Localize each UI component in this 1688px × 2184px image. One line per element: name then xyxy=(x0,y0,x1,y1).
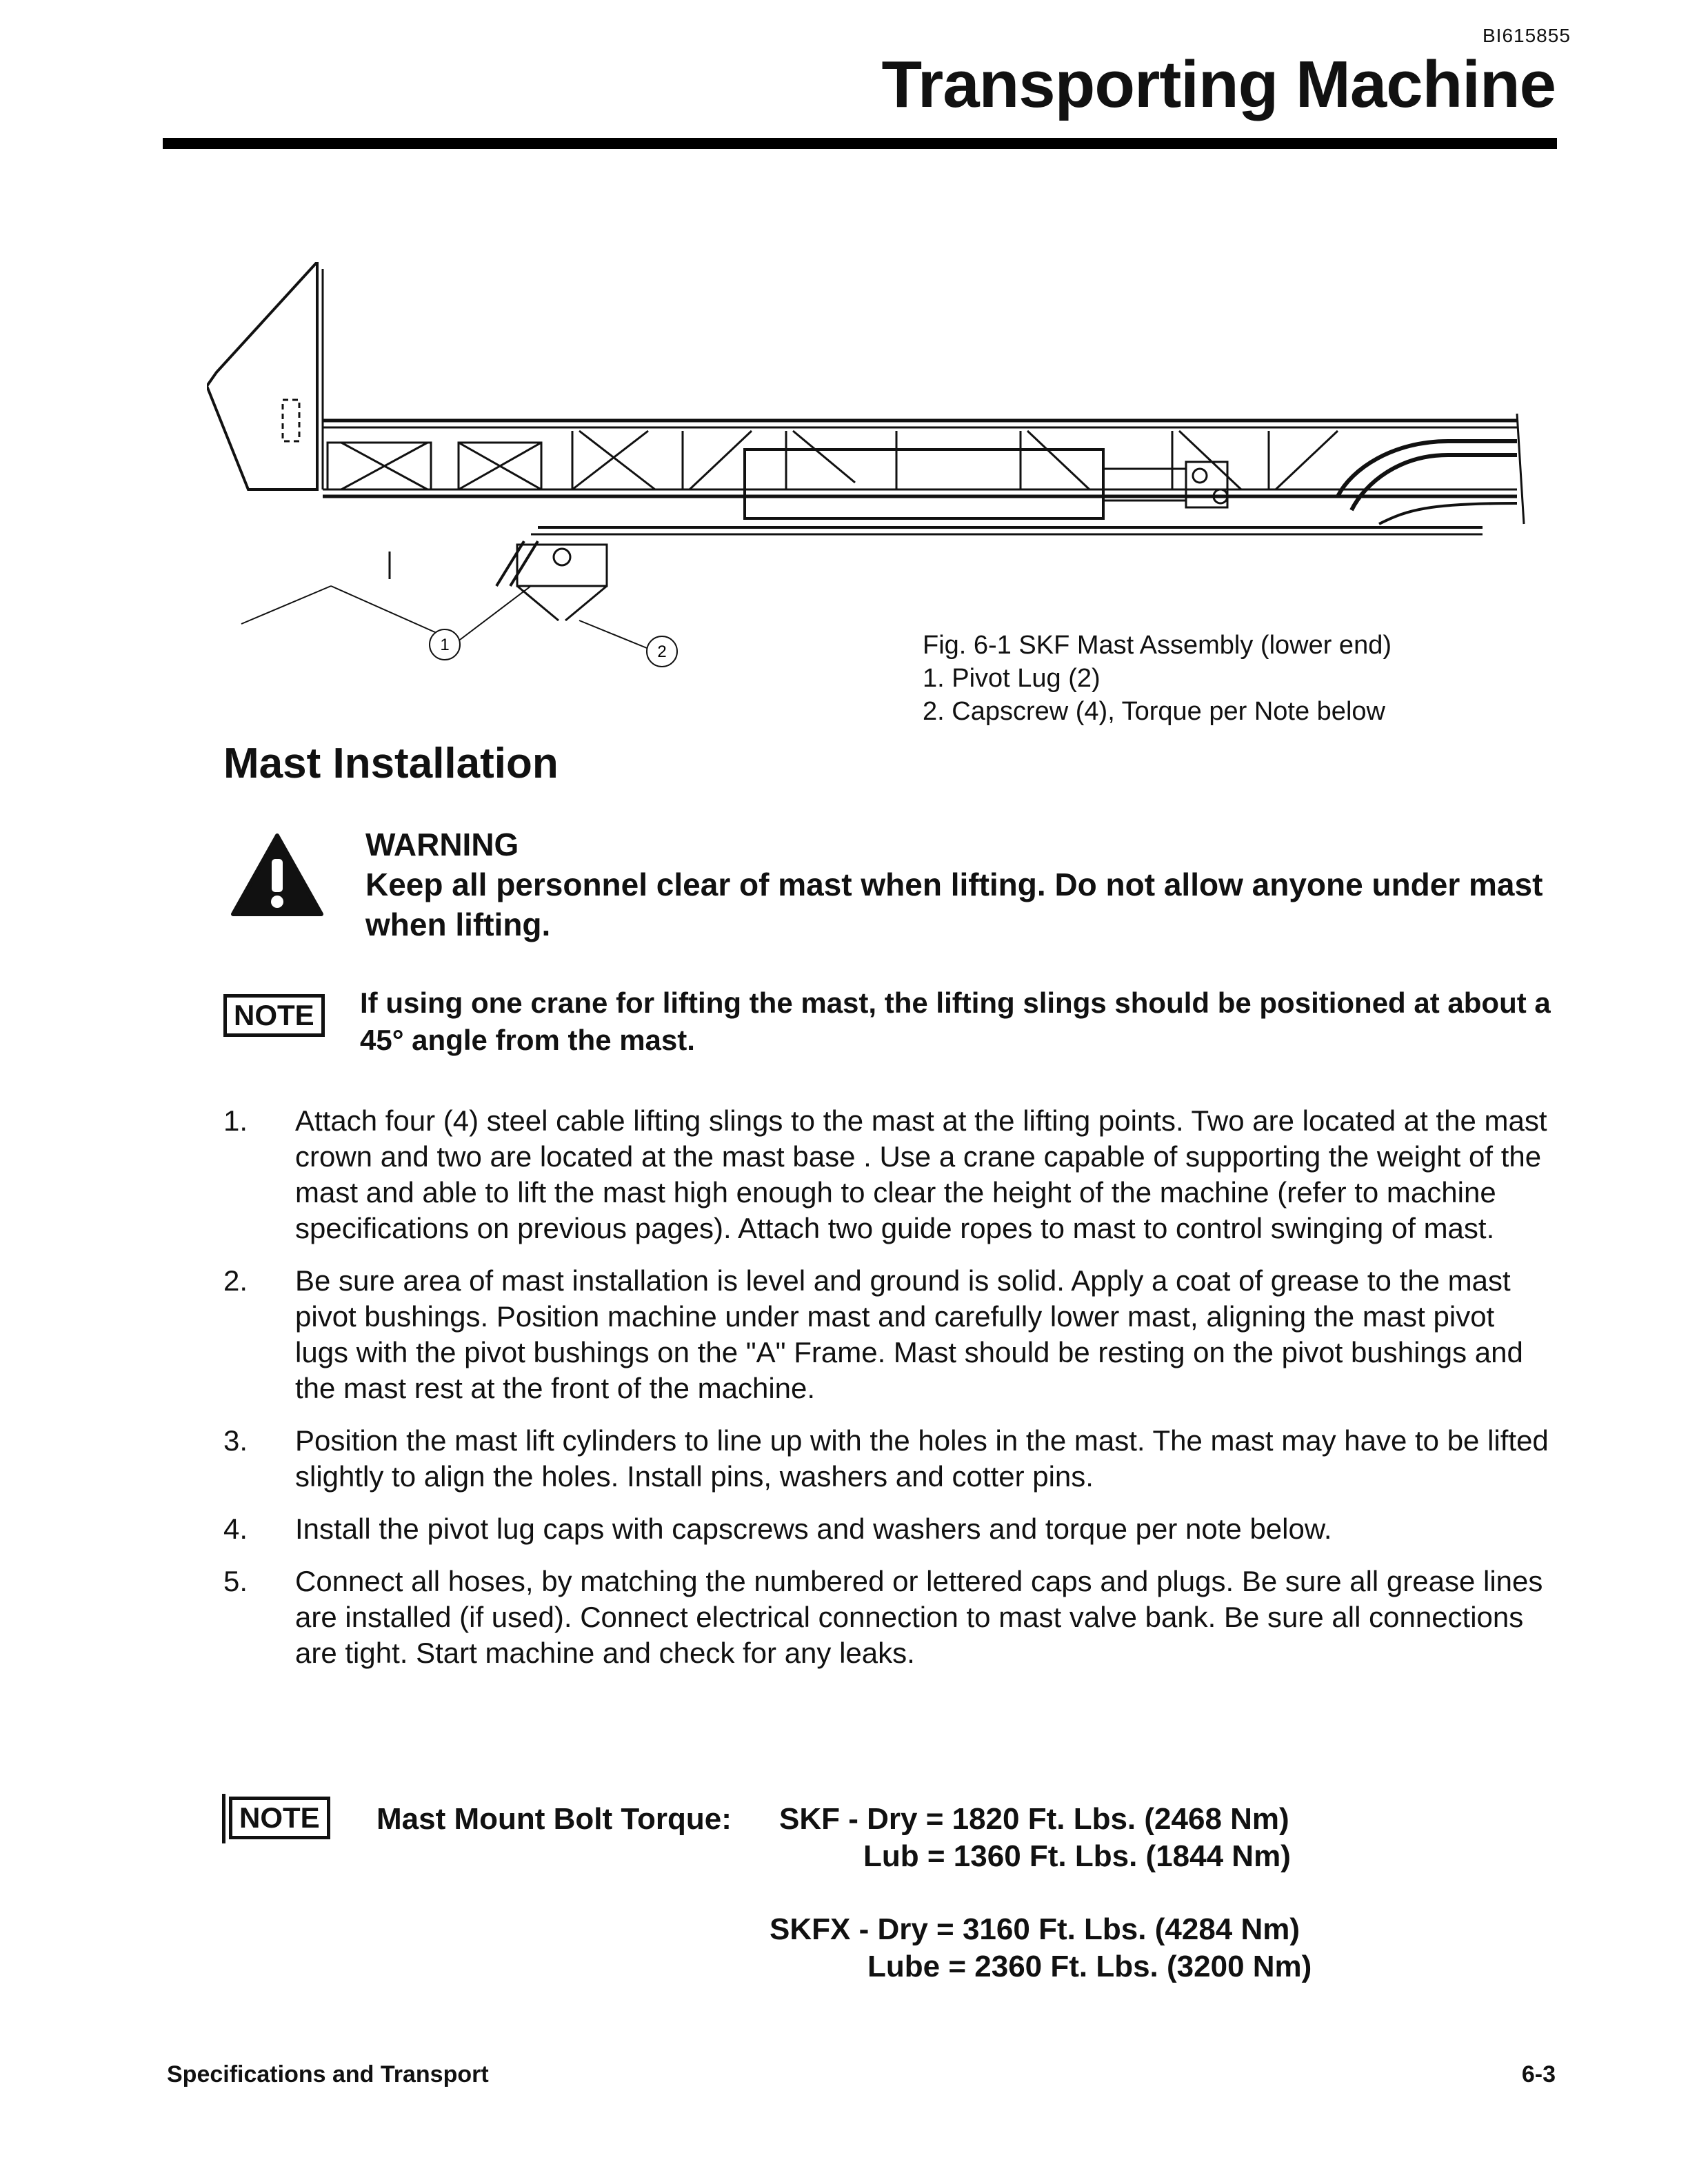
figure-caption xyxy=(923,629,1391,728)
document-id: BI615855 xyxy=(1483,25,1571,46)
step-number: 4. xyxy=(223,1513,248,1545)
warning-triangle-icon xyxy=(230,833,324,917)
footer-section-name: Specifications and Transport xyxy=(167,2061,489,2087)
caption-item: 2. Capscrew (4), Torque per Note below xyxy=(923,697,1385,726)
note-label: NOTE xyxy=(229,1797,330,1839)
warning-block xyxy=(365,825,1551,944)
title-rule xyxy=(163,138,1557,149)
svg-text:2: 2 xyxy=(657,643,667,661)
callout-2 xyxy=(647,636,677,667)
torque-skf-dry: SKF - Dry = 1820 Ft. Lbs. (2468 Nm) xyxy=(779,1802,1289,1836)
step-text: Connect all hoses, by matching the numbered or lettered caps and plugs. Be sure all grease lines are installed (if used). Connect electrical connection to mast valve bank. Be sure all connections are tight. Start machine and check for any leaks. xyxy=(295,1565,1543,1669)
step-number: 1. xyxy=(223,1104,248,1137)
page-title: Transporting Machine xyxy=(881,48,1556,121)
step-number: 2. xyxy=(223,1264,248,1297)
torque-skf-lub: Lub = 1360 Ft. Lbs. (1844 Nm) xyxy=(863,1839,1291,1873)
step-number: 3. xyxy=(223,1424,248,1457)
step-number: 5. xyxy=(223,1565,248,1597)
step-text: Position the mast lift cylinders to line up with the holes in the mast. The mast may have to be lifted slightly to align the holes. Install pins, washers and cotter pins. xyxy=(295,1424,1549,1493)
mast-assembly-figure xyxy=(207,262,1538,689)
callout-1 xyxy=(430,629,460,660)
step-text: Install the pivot lug caps with capscrews and washers and torque per note below. xyxy=(295,1513,1332,1545)
warning-text: Keep all personnel clear of mast when lifting. Do not allow anyone under mast when lifting. xyxy=(365,867,1543,942)
note-margin-bar xyxy=(222,1794,225,1843)
list-item xyxy=(223,1263,1554,1406)
torque-skfx-lube: Lube = 2360 Ft. Lbs. (3200 Nm) xyxy=(867,1950,1312,1983)
list-item xyxy=(223,1511,1554,1547)
section-heading: Mast Installation xyxy=(223,740,559,787)
torque-skfx-dry: SKFX - Dry = 3160 Ft. Lbs. (4284 Nm) xyxy=(770,1912,1300,1946)
installation-steps xyxy=(223,1103,1554,1688)
list-item xyxy=(223,1564,1554,1671)
step-text: Be sure area of mast installation is level and ground is solid. Apply a coat of grease to the mast pivot bushings. Position machine under mast and carefully lower mast, aligning the mast pivot lugs with the pivot bushings on the "A" Frame. Mast should be resting on the pivot bushings and the mast rest at the front of the machine. xyxy=(295,1264,1523,1404)
list-item xyxy=(223,1423,1554,1495)
torque-title: Mast Mount Bolt Torque: xyxy=(376,1802,732,1836)
note-text: If using one crane for lifting the mast, the lifting slings should be positioned at about a 45° angle from the mast. xyxy=(360,987,1551,1056)
caption-item: 1. Pivot Lug (2) xyxy=(923,664,1101,693)
page-number: 6-3 xyxy=(1521,2061,1556,2087)
step-text: Attach four (4) steel cable lifting slings to the mast at the lifting points. Two are located at the mast crown and two are located at the mast base . Use a crane capable of supporting the weight of the mast and able to lift the mast high enough to clear the height of the machine (refer to machine specifications on previous pages). Attach two guide ropes to mast to control swinging of mast. xyxy=(295,1104,1547,1244)
note-label: NOTE xyxy=(223,994,325,1037)
list-item xyxy=(223,1103,1554,1246)
caption-title: Fig. 6-1 SKF Mast Assembly (lower end) xyxy=(923,631,1391,660)
svg-text:1: 1 xyxy=(440,636,450,654)
warning-label: WARNING xyxy=(365,827,519,862)
